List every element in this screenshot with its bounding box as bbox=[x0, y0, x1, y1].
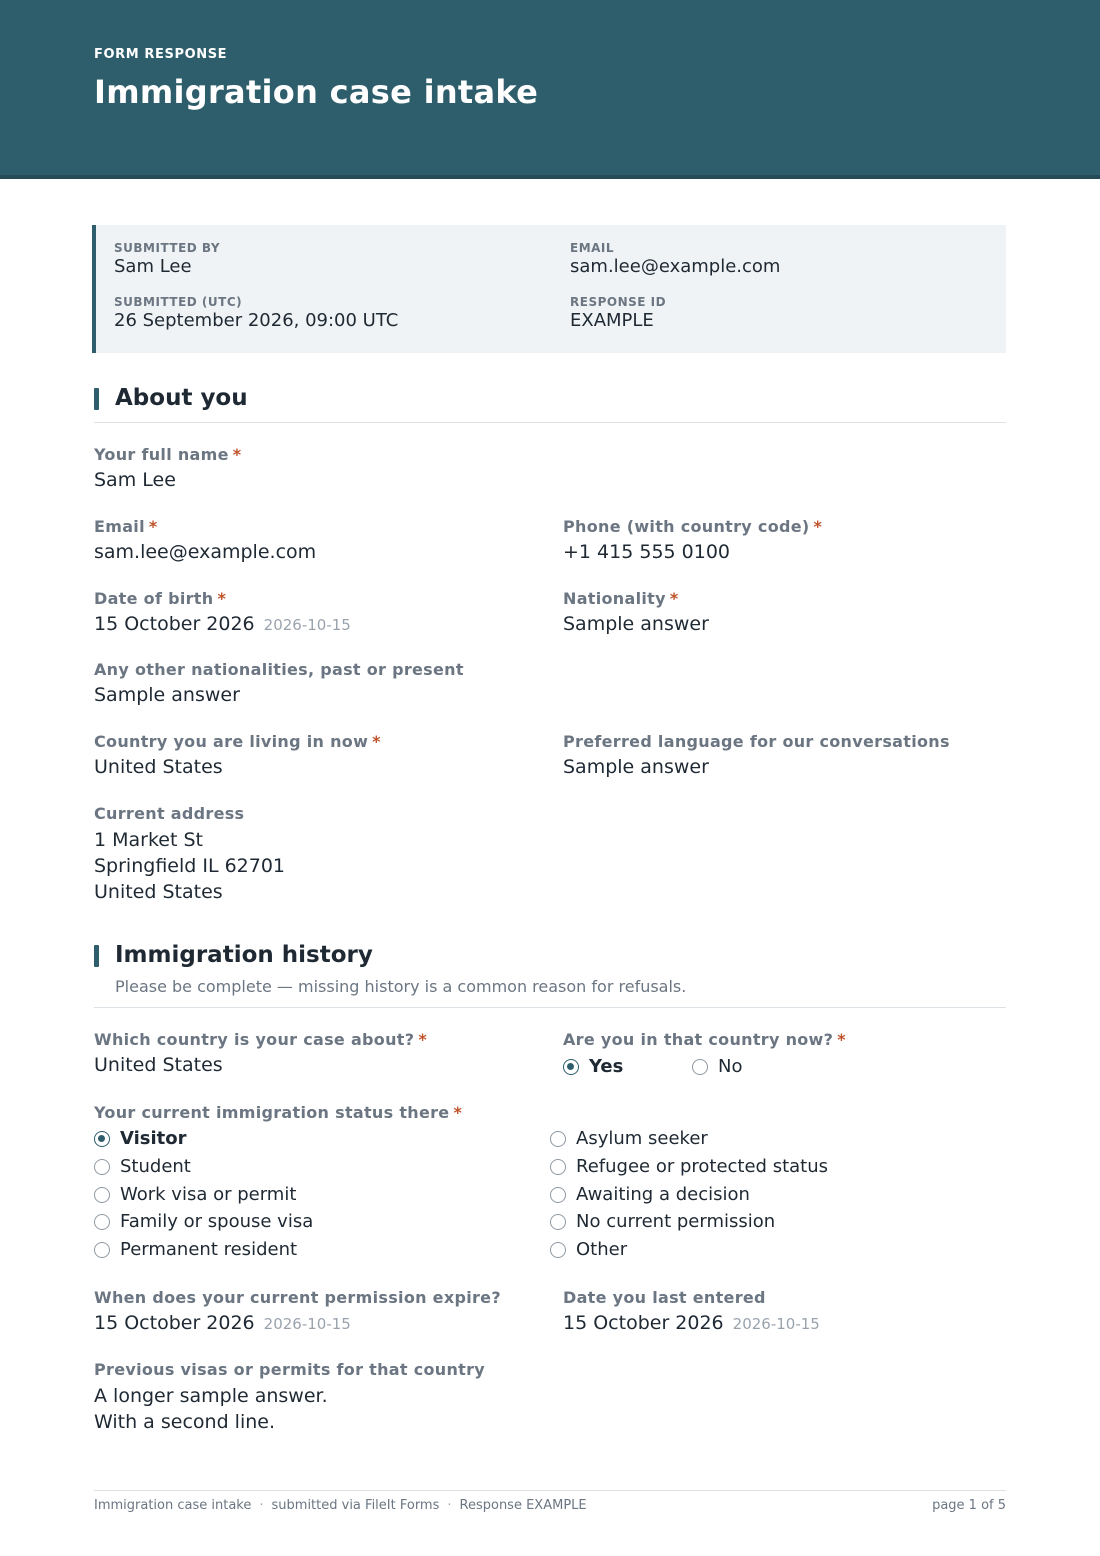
radio-unchecked-icon bbox=[692, 1059, 708, 1075]
required-marker: * bbox=[372, 732, 381, 751]
form-response-eyebrow: FORM RESPONSE bbox=[94, 47, 228, 62]
field-previous-visas bbox=[94, 1360, 485, 1435]
meta-email bbox=[570, 241, 780, 277]
radio-label: Asylum seeker bbox=[576, 1128, 708, 1149]
radio-unchecked-icon bbox=[550, 1214, 566, 1230]
field-case-country bbox=[94, 1030, 427, 1076]
field-value: 15 October 2026 2026-10-15 bbox=[94, 1312, 351, 1334]
field-label: Preferred language for our conversations bbox=[563, 732, 950, 751]
address-line: Springfield IL 62701 bbox=[94, 855, 286, 877]
field-label: Nationality * bbox=[563, 589, 679, 608]
field-nationality bbox=[563, 589, 709, 635]
radio-label: No current permission bbox=[576, 1211, 776, 1232]
answer-line: A longer sample answer. bbox=[94, 1385, 328, 1407]
section-title: About you bbox=[115, 385, 248, 411]
answer-line: With a second line. bbox=[94, 1411, 275, 1433]
radio-checked-icon bbox=[563, 1059, 579, 1075]
address-line: United States bbox=[94, 881, 223, 903]
field-preferred-language bbox=[563, 732, 950, 778]
meta-submitted-by-label: SUBMITTED BY bbox=[114, 241, 221, 255]
field-country-living bbox=[94, 732, 381, 778]
meta-submitted-utc-value: 26 September 2026, 09:00 UTC bbox=[114, 310, 399, 331]
meta-response-id bbox=[570, 295, 666, 331]
footer-separator: · bbox=[447, 1498, 452, 1513]
field-value: 15 October 2026 2026-10-15 bbox=[563, 1312, 820, 1334]
field-value: +1 415 555 0100 bbox=[563, 541, 731, 563]
field-phone bbox=[563, 517, 822, 563]
iso-date: 2026-10-15 bbox=[263, 616, 351, 634]
footer-form-name: Immigration case intake bbox=[94, 1498, 252, 1513]
field-full-name bbox=[94, 445, 241, 491]
header-banner bbox=[0, 0, 1100, 179]
meta-email-label: EMAIL bbox=[570, 241, 615, 255]
footer-separator: · bbox=[259, 1498, 264, 1513]
radio-unchecked-icon bbox=[550, 1159, 566, 1175]
field-value: United States bbox=[94, 756, 223, 778]
radio-label: Permanent resident bbox=[120, 1239, 298, 1260]
meta-submitted-utc-label: SUBMITTED (UTC) bbox=[114, 295, 243, 309]
radio-label: No bbox=[718, 1056, 743, 1077]
footer-divider bbox=[94, 1490, 1006, 1491]
radio-label: Family or spouse visa bbox=[120, 1211, 314, 1232]
field-value: Sample answer bbox=[563, 613, 709, 635]
submission-meta-panel bbox=[92, 225, 1006, 353]
meta-submitted-utc bbox=[114, 295, 398, 331]
meta-email-value: sam.lee@example.com bbox=[570, 256, 781, 277]
field-other-nationalities bbox=[94, 660, 464, 706]
field-in-country-now bbox=[563, 1030, 1003, 1080]
radio-label: Visitor bbox=[120, 1128, 187, 1149]
field-label: Your current immigration status there * bbox=[94, 1103, 463, 1122]
field-label: Which country is your case about? * bbox=[94, 1030, 427, 1049]
section-accent-bar bbox=[94, 388, 99, 410]
field-label: Your full name * bbox=[94, 445, 242, 464]
field-label: Email * bbox=[94, 517, 158, 536]
radio-unchecked-icon bbox=[94, 1242, 110, 1258]
radio-unchecked-icon bbox=[550, 1187, 566, 1203]
field-value: Sample answer bbox=[94, 684, 240, 706]
section-divider bbox=[94, 1007, 1006, 1008]
field-value: 15 October 2026 2026-10-15 bbox=[94, 613, 351, 635]
required-marker: * bbox=[669, 589, 679, 608]
required-marker: * bbox=[148, 517, 158, 536]
field-label: Previous visas or permits for that country bbox=[94, 1360, 486, 1379]
field-label: When does your current permission expire? bbox=[94, 1288, 501, 1307]
required-marker: * bbox=[232, 445, 242, 464]
radio-label: Awaiting a decision bbox=[576, 1184, 750, 1205]
field-value: sam.lee@example.com bbox=[94, 541, 317, 563]
page-number: page 1 of 5 bbox=[932, 1498, 1006, 1513]
field-date-of-birth bbox=[94, 589, 351, 635]
required-marker: * bbox=[813, 517, 823, 536]
section-divider bbox=[94, 422, 1006, 423]
footer-text bbox=[94, 1498, 587, 1513]
meta-response-id-value: EXAMPLE bbox=[570, 310, 654, 331]
section-title: Immigration history bbox=[115, 942, 373, 968]
radio-label: Refugee or protected status bbox=[576, 1156, 829, 1177]
field-label: Country you are living in now * bbox=[94, 732, 381, 751]
field-email bbox=[94, 517, 316, 563]
field-last-entered bbox=[563, 1288, 820, 1334]
required-marker: * bbox=[418, 1030, 427, 1049]
field-permission-expiry bbox=[94, 1288, 501, 1334]
field-label: Current address bbox=[94, 804, 245, 823]
radio-label: Student bbox=[120, 1156, 191, 1177]
radio-unchecked-icon bbox=[550, 1242, 566, 1258]
radio-unchecked-icon bbox=[94, 1214, 110, 1230]
page-title: Immigration case intake bbox=[94, 73, 539, 111]
field-value: Sample answer bbox=[563, 756, 709, 778]
required-marker: * bbox=[217, 589, 227, 608]
meta-submitted-by-value: Sam Lee bbox=[114, 256, 192, 277]
radio-label: Work visa or permit bbox=[120, 1184, 297, 1205]
address-lines bbox=[94, 827, 285, 905]
radio-checked-icon bbox=[94, 1131, 110, 1147]
radio-label: Yes bbox=[589, 1056, 624, 1077]
address-line: 1 Market St bbox=[94, 829, 203, 851]
radio-unchecked-icon bbox=[550, 1131, 566, 1147]
section-note: Please be complete — missing history is a common reason for refusals. bbox=[115, 977, 687, 996]
meta-response-id-label: RESPONSE ID bbox=[570, 295, 667, 309]
required-marker: * bbox=[837, 1030, 846, 1049]
field-immigration-status bbox=[94, 1103, 1006, 1263]
field-value: Sam Lee bbox=[94, 469, 176, 491]
long-answer bbox=[94, 1383, 485, 1435]
iso-date: 2026-10-15 bbox=[732, 1315, 820, 1333]
field-label: Are you in that country now? * bbox=[563, 1030, 846, 1049]
required-marker: * bbox=[453, 1103, 463, 1122]
field-value: United States bbox=[94, 1054, 223, 1076]
field-label: Date of birth * bbox=[94, 589, 227, 608]
section-accent-bar bbox=[94, 945, 99, 967]
radio-label: Other bbox=[576, 1239, 628, 1260]
radio-unchecked-icon bbox=[94, 1159, 110, 1175]
footer-response: Response EXAMPLE bbox=[459, 1498, 587, 1513]
radio-unchecked-icon bbox=[94, 1187, 110, 1203]
footer-submitted-via: submitted via FileIt Forms bbox=[271, 1498, 440, 1513]
field-label: Any other nationalities, past or present bbox=[94, 660, 464, 679]
field-current-address bbox=[94, 804, 285, 905]
iso-date: 2026-10-15 bbox=[263, 1315, 351, 1333]
meta-submitted-by bbox=[114, 241, 220, 277]
field-label: Date you last entered bbox=[563, 1288, 766, 1307]
field-label: Phone (with country code) * bbox=[563, 517, 823, 536]
